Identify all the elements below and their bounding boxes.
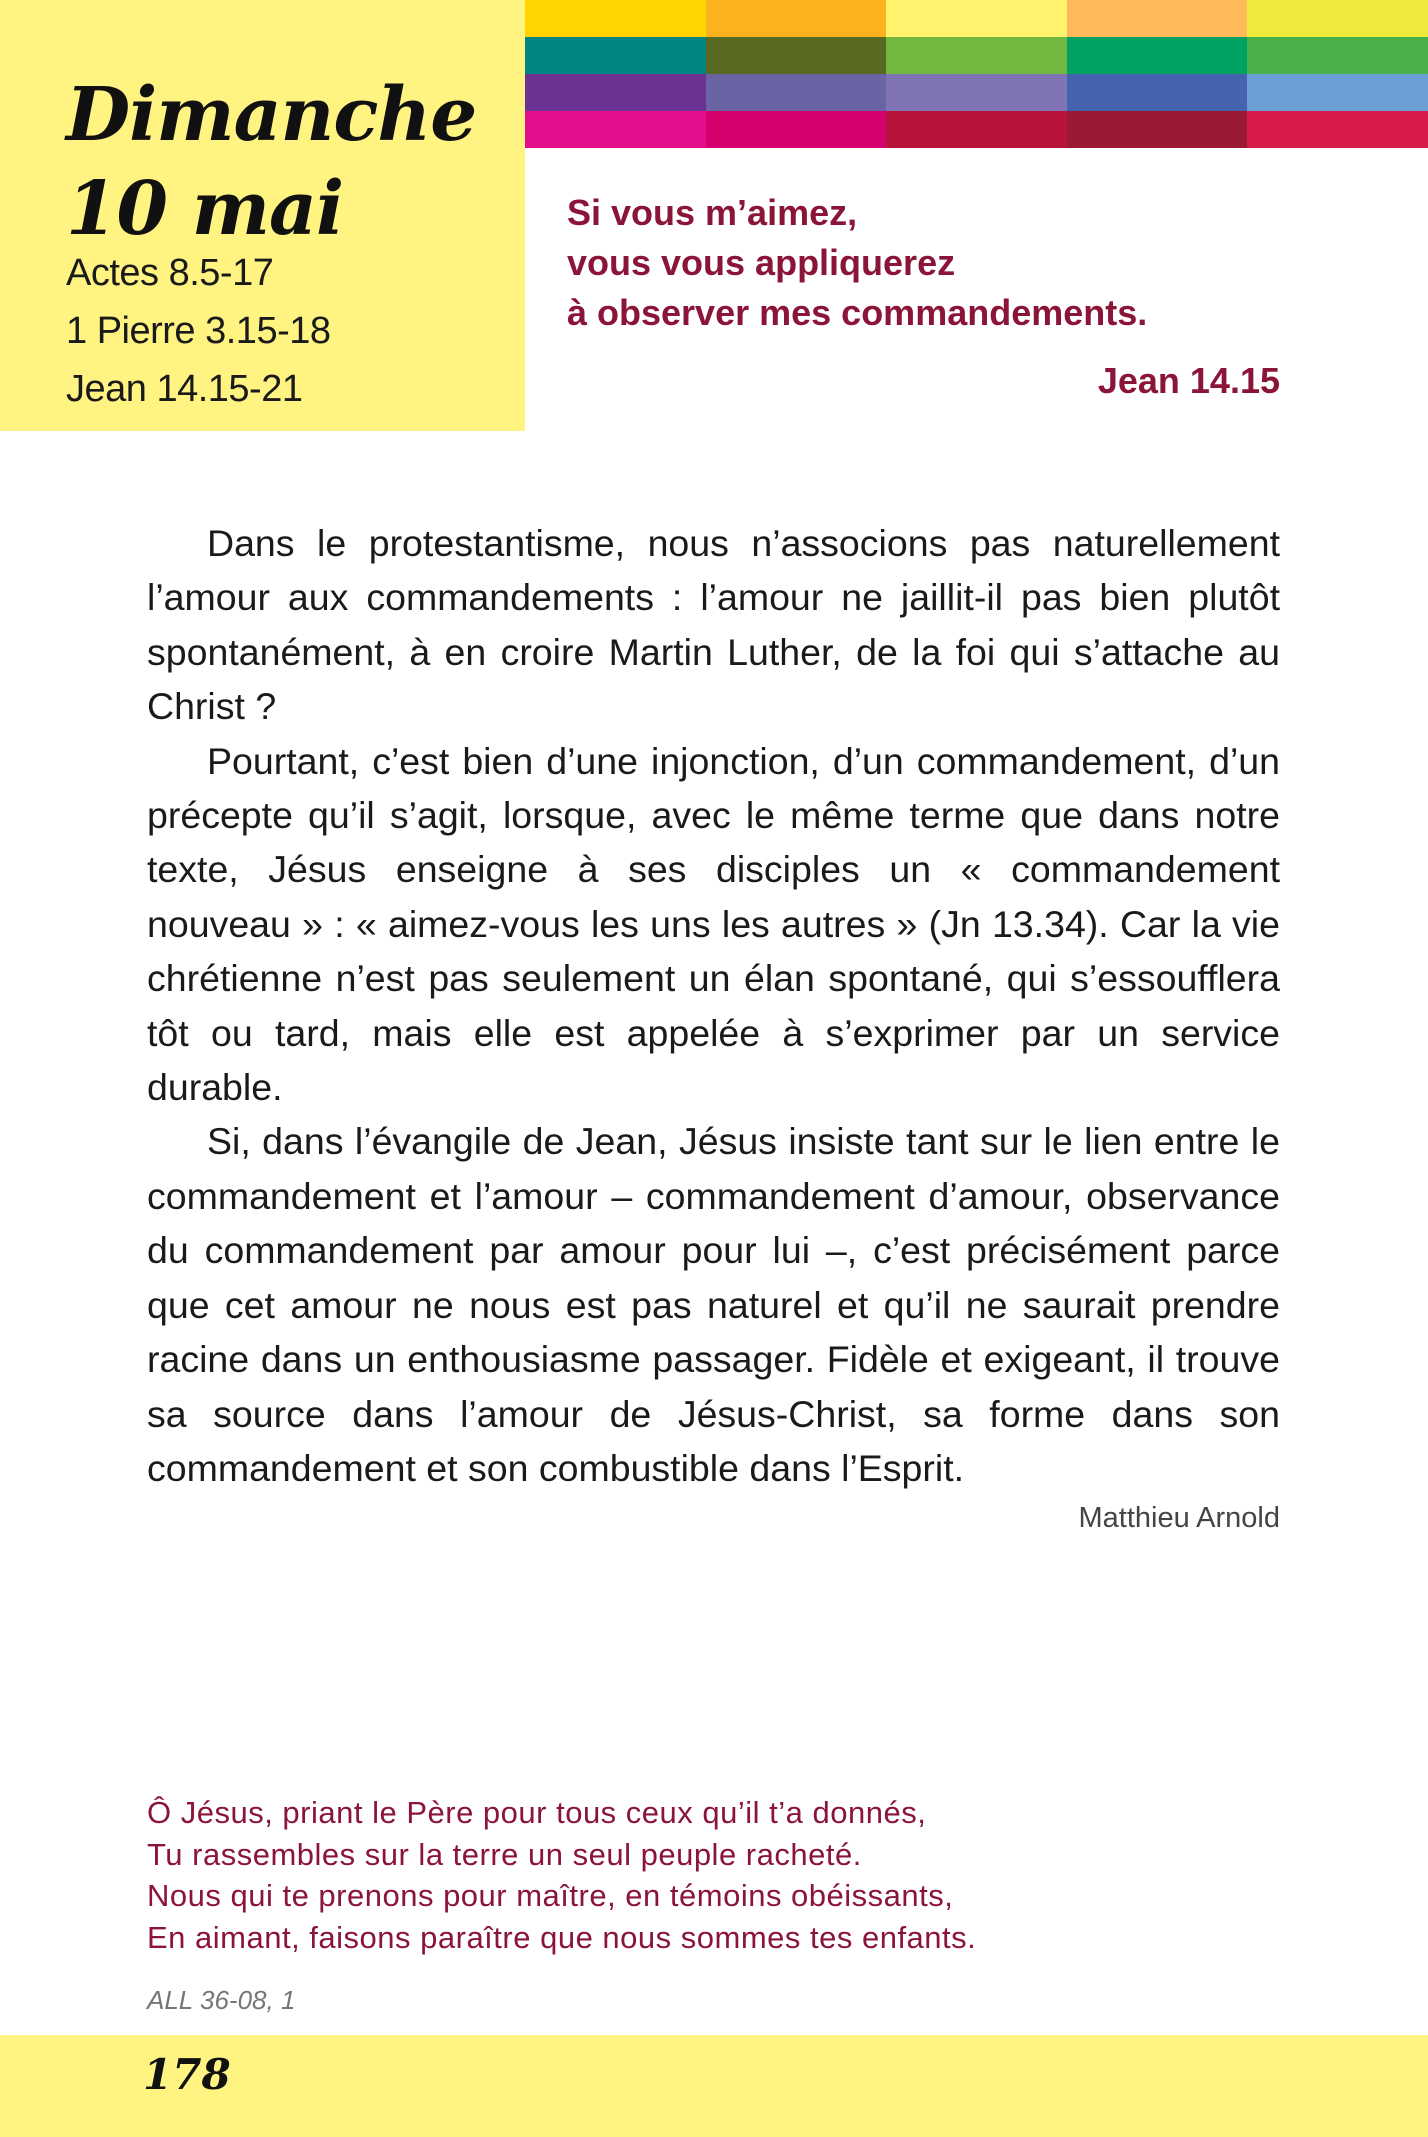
reading-ref: Jean 14.15-21 — [66, 368, 303, 410]
verse-line: Si vous m’aimez, — [567, 192, 858, 233]
hymn-reference: ALL 36-08, 1 — [147, 1985, 296, 2015]
color-band-grid — [525, 0, 1428, 148]
color-band-cell — [525, 111, 706, 148]
meditation-text — [147, 516, 1280, 1495]
color-band-cell — [1067, 74, 1248, 111]
color-band-cell — [1247, 0, 1428, 37]
color-band-cell — [886, 74, 1067, 111]
hymn-stanza — [147, 1792, 976, 1958]
hymn-line: Ô Jésus, priant le Père pour tous ceux qu’il t’a donnés, — [147, 1795, 927, 1830]
color-band-cell — [706, 74, 887, 111]
color-band-row — [525, 0, 1428, 37]
color-band-cell — [886, 37, 1067, 74]
hymn-line: En aimant, faisons paraître que nous sommes tes enfants. — [147, 1919, 977, 1955]
color-band-cell — [525, 37, 706, 74]
color-band-cell — [1247, 74, 1428, 111]
hymn-line: Nous qui te prenons pour maître, en témoins obéissants, — [147, 1878, 954, 1913]
key-verse — [567, 188, 1147, 338]
reading-ref: Actes 8.5-17 — [66, 252, 274, 294]
verse-reference: Jean 14.15 — [1097, 360, 1280, 401]
color-band-cell — [1067, 111, 1248, 148]
color-band-cell — [1247, 37, 1428, 74]
day-title — [66, 68, 476, 256]
day-date: 10 mai — [66, 166, 344, 252]
color-band-cell — [886, 0, 1067, 37]
color-band-cell — [886, 111, 1067, 148]
date-header-box — [0, 0, 525, 431]
page-number: 178 — [143, 2050, 231, 2099]
verse-line: à observer mes commandements. — [567, 292, 1148, 333]
reading-ref: 1 Pierre 3.15-18 — [66, 310, 331, 352]
color-band-cell — [525, 74, 706, 111]
color-band-row — [525, 111, 1428, 148]
readings-list — [66, 244, 331, 418]
day-name: Dimanche — [66, 72, 477, 158]
color-band-cell — [525, 0, 706, 37]
meditation-paragraph: Si, dans l’évangile de Jean, Jésus insiste tant sur le lien entre le commandement et l’amour – commandement d’amour, observance du commandement par amour pour lui –, c’est précisément parce que cet amour ne nous est pas naturel et qu’il ne saurait prendre racine dans un enthousiasme passager. Fidèle et exigeant, il trouve sa source dans l’amour de Jésus-Christ, sa forme dans son commandement et son combustible dans l’Esprit. — [147, 1120, 1280, 1489]
color-band-cell — [706, 0, 887, 37]
color-band-cell — [1067, 37, 1248, 74]
hymn-line: Tu rassembles sur la terre un seul peuple racheté. — [147, 1836, 862, 1872]
color-band-cell — [1247, 111, 1428, 148]
verse-line: vous vous appliquerez — [567, 242, 956, 283]
author-name: Matthieu Arnold — [1078, 1502, 1280, 1534]
meditation-paragraph: Dans le protestantisme, nous n’associons pas naturellement l’amour aux commandements : l’amour ne jaillit-il pas bien plutôt spontanément, à en croire Martin Luther, de la foi qui s’attache au Christ ? — [147, 522, 1280, 728]
color-band-row — [525, 74, 1428, 111]
meditation-paragraph: Pourtant, c’est bien d’une injonction, d’un commandement, d’un précepte qu’il s’agit, lorsque, avec le même terme que dans notre texte, Jésus enseigne à ses disciples un « commandement nouveau » : « aimez-vous les uns les autres » (Jn 13.34). Car la vie chrétienne n’est pas seulement un élan spontané, qui s’essoufflera tôt ou tard, mais elle est appelée à s’exprimer par un service durable. — [147, 739, 1280, 1109]
color-band-cell — [706, 37, 887, 74]
color-band-row — [525, 37, 1428, 74]
color-band-cell — [706, 111, 887, 148]
color-band-cell — [1067, 0, 1248, 37]
